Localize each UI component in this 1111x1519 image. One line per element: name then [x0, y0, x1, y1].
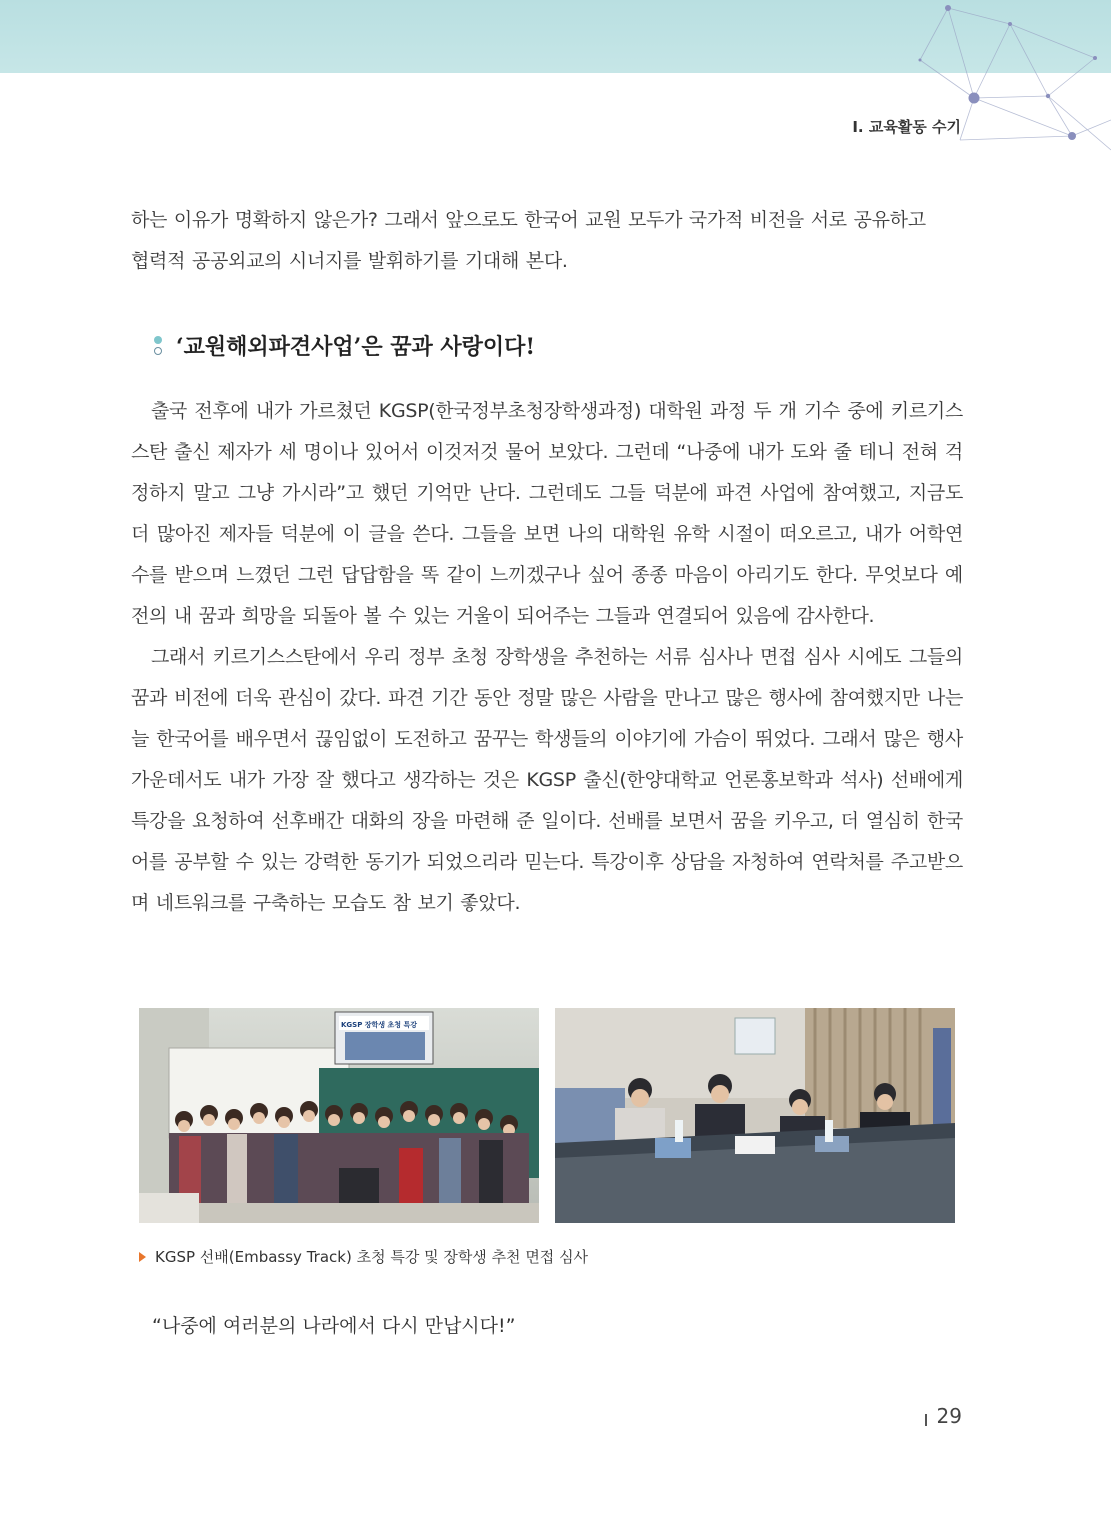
body-paragraph-2: 그래서 키르기스스탄에서 우리 정부 초청 장학생을 추천하는 서류 심사나 면접 심사 시에도 그들의 꿈과 비전에 더욱 관심이 갔다. 파견 기간 동안 정말 많은 사람을 만나고 많은 행사에 참여했지만 나는 늘 한국어를 배우면서 끊임없이 도전하고 꿈꾸는 학생들의 이야기에 가슴이 뛰었다. 그래서 많은 행사 가운데서도 내가 가장 잘 했다고 생각하는 것은 KGSP 출신(한양대학교 언론홍보학과 석사) 선배에게 특강을 요청하여 선후배간 대화의 장을 마련해 준 일이다. 선배를 보면서 꿈을 키우고, 더 열심히 한국어를 공부할 수 있는 강력한 동기가 되었으리라 믿는다. 특강이후 상담을 자청하여 연락처를 주고받으며 네트워크를 구축하는 모습도 참 보기 좋았다. [131, 646, 963, 914]
bullet-icon [152, 335, 164, 357]
page-number-divider [925, 1414, 927, 1426]
section-heading [152, 330, 535, 361]
intro-line-1: 하는 이유가 명확하지 않은가? 그래서 앞으로도 한국어 교원 모두가 국가적 비전을 서로 공유하고 [131, 209, 926, 231]
body-paragraph-1: 출국 전후에 내가 가르쳤던 KGSP(한국정부초청장학생과정) 대학원 과정 두 개 기수 중에 키르기스스탄 출신 제자가 세 명이나 있어서 이것저것 물어 보았다. 그런데 “나중에 내가 도와 줄 테니 전혀 걱정하지 말고 그냥 가시라”고 했던 기억만 난다. 그런데도 그들 덕분에 파견 사업에 참여했고, 지금도 더 많아진 제자들 덕분에 이 글을 쓴다. 그들을 보면 나의 대학원 유학 시절이 떠오르고, 내가 어학연수를 받으며 느꼈던 그런 답답함을 똑 같이 느끼겠구나 싶어 종종 마음이 아리기도 한다. 무엇보다 예전의 내 꿈과 희망을 되돌아 볼 수 있는 거울이 되어주는 그들과 연결되어 있음에 감사한다. [131, 400, 963, 627]
photo-caption-text: KGSP 선배(Embassy Track) 초청 특강 및 장학생 추천 면접 심사 [155, 1248, 589, 1266]
photo-interview [555, 1008, 955, 1223]
intro-line-2: 협력적 공공외교의 시너지를 발휘하기를 기대해 본다. [131, 250, 568, 272]
section-heading-text: ‘교원해외파견사업’은 꿈과 사랑이다! [176, 334, 536, 360]
photo-caption [139, 1246, 588, 1267]
banner-text: KGSP 장학생 초청 특강 [341, 1021, 417, 1029]
intro-paragraph [131, 200, 963, 282]
caption-arrow-icon [139, 1252, 146, 1262]
body-text [131, 391, 963, 924]
closing-quote: “나중에 여러분의 나라에서 다시 만납시다!” [152, 1315, 516, 1337]
section-header: Ⅰ. 교육활동 수기 [852, 118, 961, 136]
page-number-text: 29 [936, 1404, 962, 1428]
page-number [925, 1404, 962, 1428]
photo-lecture [139, 1008, 539, 1223]
